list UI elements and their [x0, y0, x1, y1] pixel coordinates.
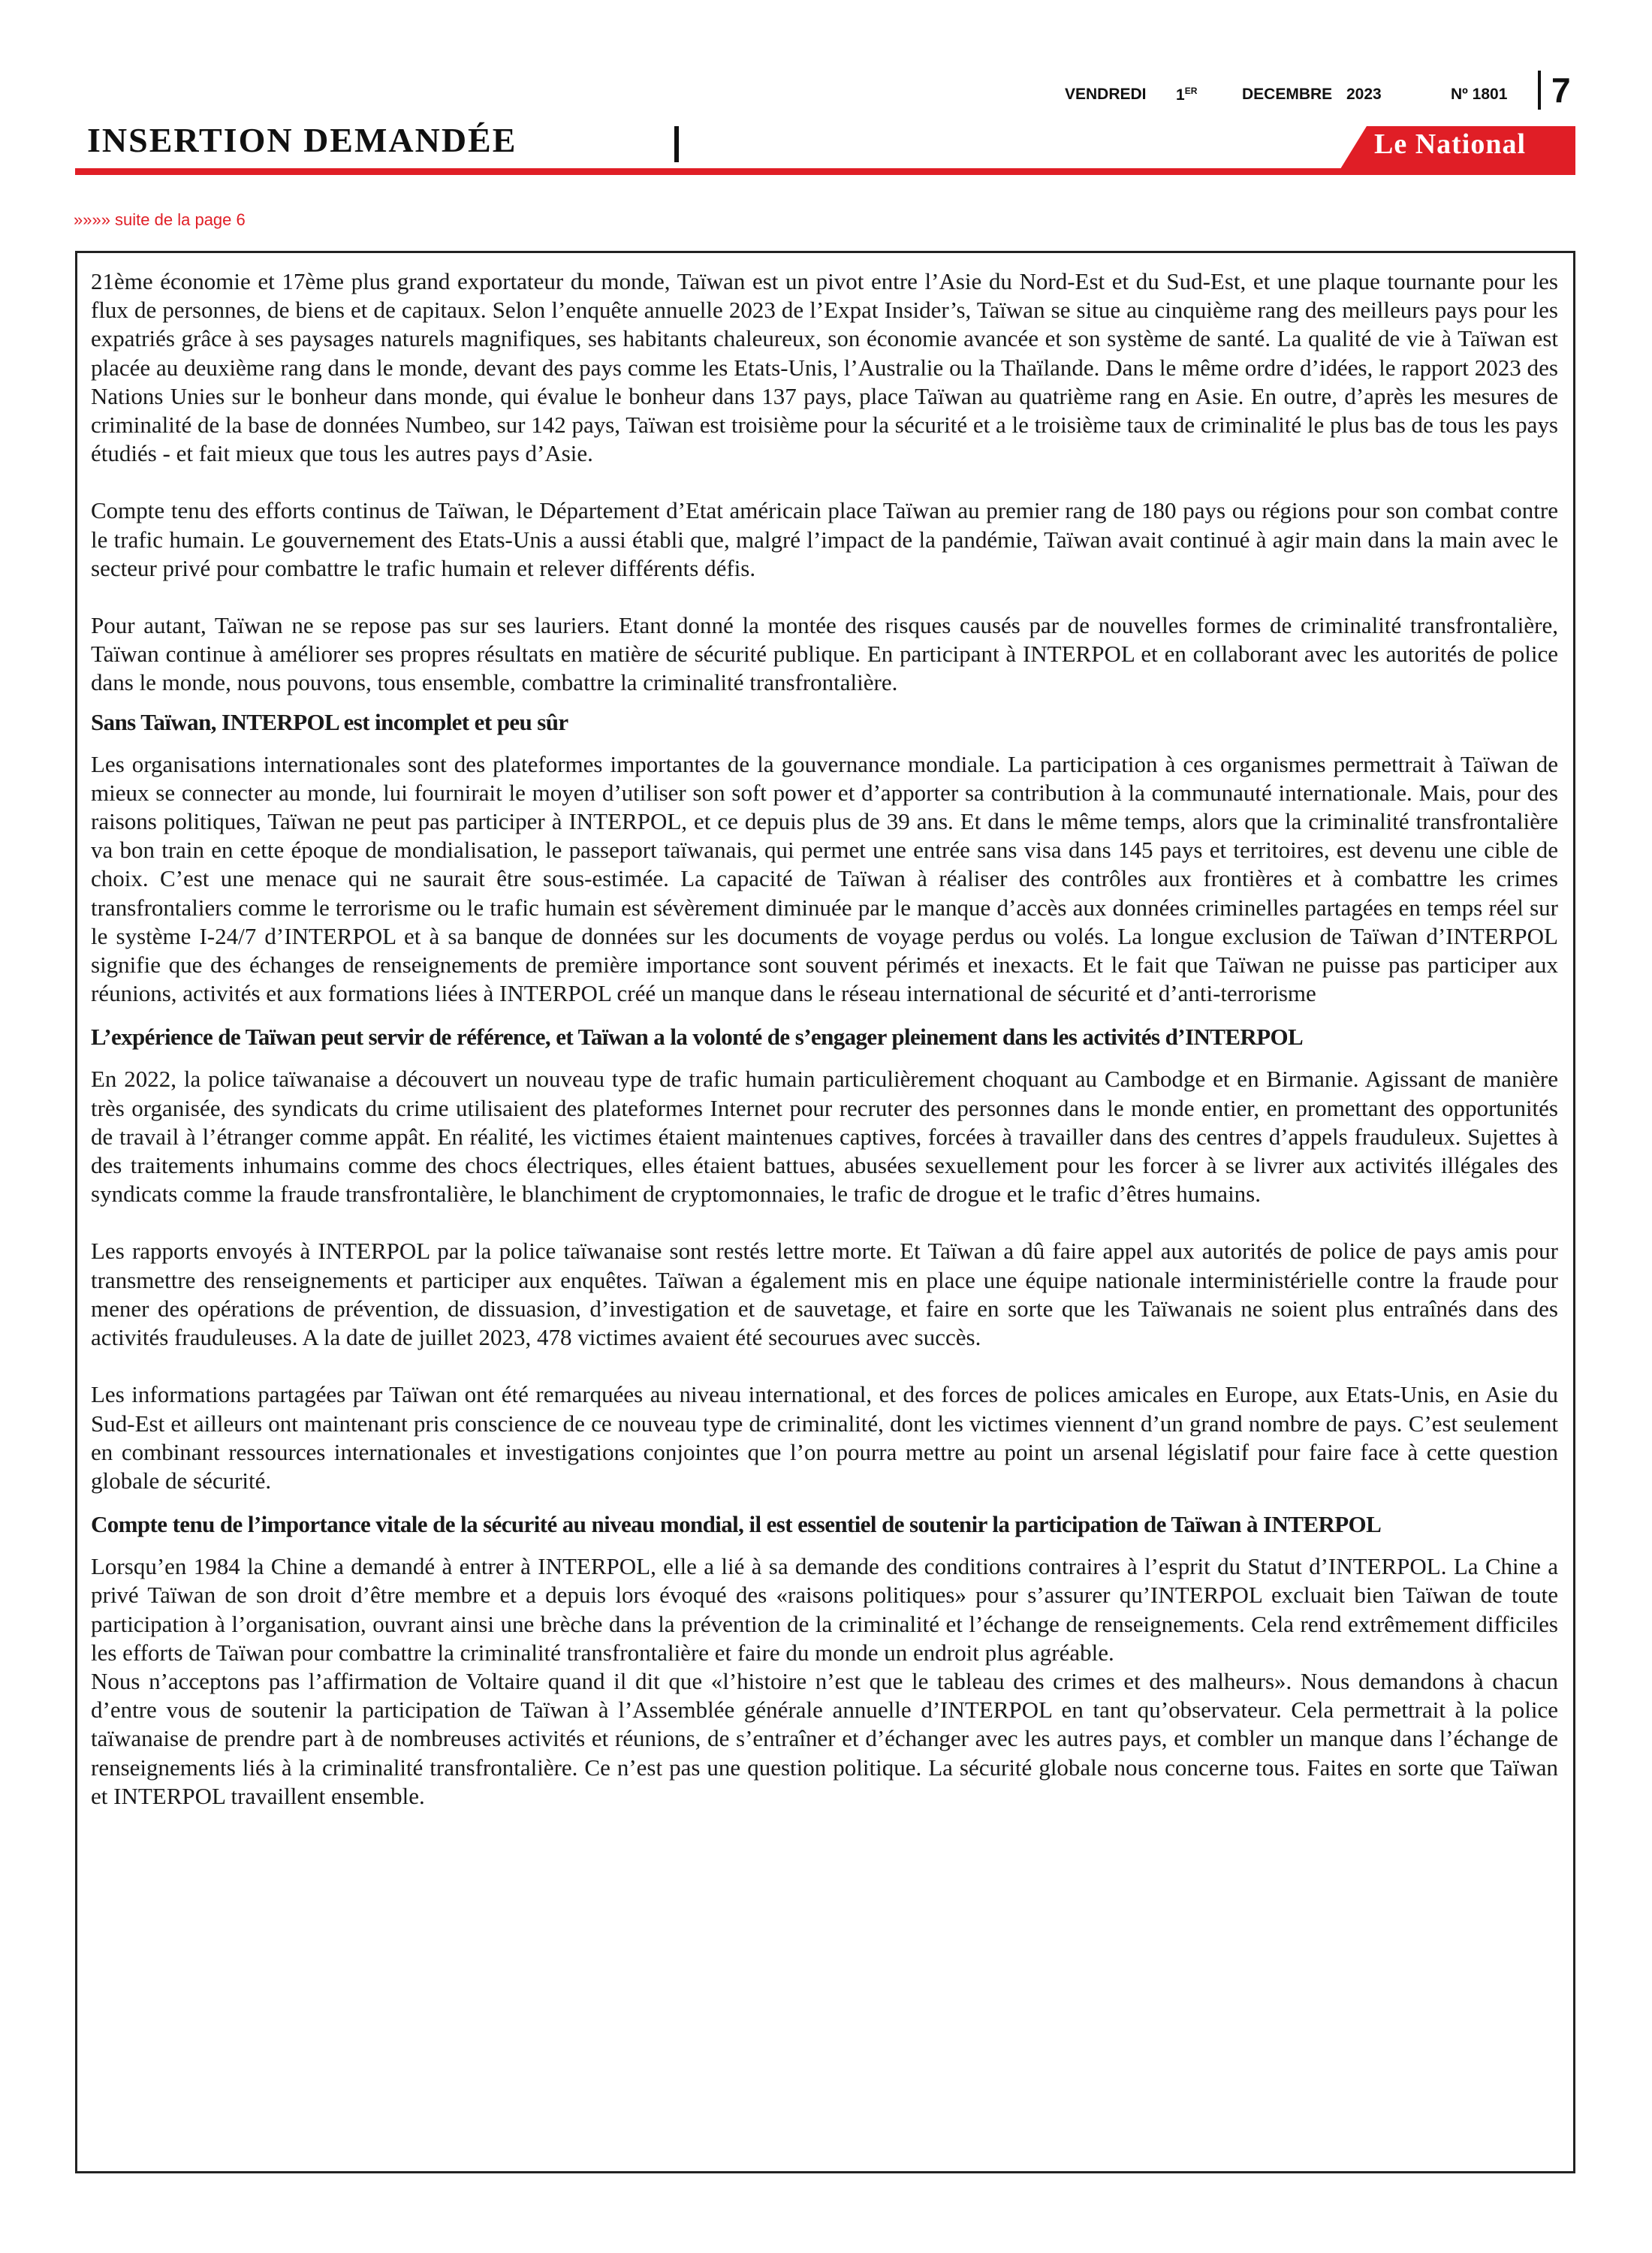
subheading: L’expérience de Taïwan peut servir de référence, et Taïwan a la volonté de s’engager pleinement dans les activités d’INTERPOL	[91, 1024, 1304, 1051]
article-paragraph: Les informations partagées par Taïwan ont été remarquées au niveau international, et des forces de polices amicales en Europe, aux Etats-Unis, en Asie du Sud-Est et ailleurs ont maintenant pris conscience de ce nouveau type de criminalité, dont les victimes viennent d’un grand nombre de pays. C’est seulement en combinant ressources internationales et investigations conjointes que l’on pourra mettre au point un arsenal législatif pour faire face à cette question globale de sécurité.	[91, 1381, 1558, 1494]
header-issue: Nº 1801	[1451, 86, 1508, 103]
article-paragraph: Les rapports envoyés à INTERPOL par la police taïwanaise sont restés lettre morte. Et Taïwan a dû faire appel aux autorités de police de pays amis pour transmettre des renseignements et participer aux enquêtes. Taïwan a également mis en place une équipe nationale interministérielle contre la fraude pour mener des opérations de prévention, de dissuasion, d’investigation et de sauvetage, et faire en sorte que les Taïwanais ne soient plus entraînés dans des activités frauduleuses. A la date de juillet 2023, 478 victimes avaient été secourues avec succès.	[91, 1238, 1558, 1351]
article-paragraph: Les organisations internationales sont des plateformes importantes de la gouvernance mondiale. La participation à ces organismes permettrait à Taïwan de mieux se connecter au monde, lui fournirait le moyen d’utiliser son soft power et d’apporter sa contribution à la communauté internationale. Mais, pour des raisons politiques, Taïwan ne peut pas participer à INTERPOL, et ce depuis plus de 39 ans. Et dans le même temps, alors que la criminalité transfrontalière va bon train en cette époque de mondialisation, le passeport taïwanais, qui permet une entrée sans visa dans 145 pays et territoires, est devenu une cible de choix. C’est une menace qui ne saurait être sous-estimée. La capacité de Taïwan à réaliser des contrôles aux frontières et à combattre les crimes transfrontaliers comme le terrorisme ou le trafic humain est sévèrement diminuée par le manque d’accès aux données criminelles partagées en temps réel sur le système I-24/7 d’INTERPOL et à sa banque de données sur les documents de voyage perdus ou volés. La longue exclusion de Taïwan d’INTERPOL signifie que des échanges de renseignements de première importance sont souvent périmés et inexacts. Et le fait que Taïwan ne puisse pas participer aux réunions, activités et aux formations liées à INTERPOL créé un manque dans le réseau international de sécurité et d’anti-terrorisme	[91, 750, 1558, 1007]
header-day: VENDREDI	[1065, 86, 1147, 103]
header-date	[1176, 86, 1197, 104]
header-month: DECEMBRE	[1242, 86, 1333, 103]
page-number: 7	[1538, 71, 1571, 110]
article-paragraph: Compte tenu des efforts continus de Taïwan, le Département d’Etat américain place Taïwan au premier rang de 180 pays ou régions pour son combat contre le trafic humain. Le gouvernement des Etats-Unis a aussi établi que, malgré l’impact de la pandémie, Taïwan avait continué à agir main dans la main avec le secteur privé pour combattre le trafic humain et relever différents défis.	[91, 497, 1558, 581]
section-title: INSERTION DEMANDÉE	[87, 121, 517, 159]
article-body	[91, 267, 1558, 1811]
header-year: 2023	[1346, 86, 1382, 103]
article-paragraph: 21ème économie et 17ème plus grand exportateur du monde, Taïwan est un pivot entre l’Asie du Nord-Est et du Sud-Est, et une plaque tournante pour les flux de personnes, de biens et de capitaux. Selon l’enquête annuelle 2023 de l’Expat Insider’s, Taïwan se situe au cinquième rang des meilleurs pays pour les expatriés grâce à ses paysages naturels magnifiques, ses habitants chaleureux, son économie avancée et son système de santé. La qualité de vie à Taïwan est placée au deuxième rang dans le monde, devant des pays comme les Etats-Unis, l’Australie ou la Thaïlande. Dans le même ordre d’idées, le rapport 2023 des Nations Unies sur le bonheur dans monde, qui évalue le bonheur dans 137 pays, place Taïwan au quatrième rang en Asie. En outre, d’après les mesures de criminalité de la base de données Numbeo, sur 142 pays, Taïwan est troisième pour la sécurité et a le troisième taux de criminalité le plus bas de tous les pays étudiés - et fait mieux que tous les autres pays d’Asie.	[91, 268, 1558, 467]
article-paragraph: En 2022, la police taïwanaise a découvert un nouveau type de trafic humain particulièrement choquant au Cambodge et en Birmanie. Agissant de manière très organisée, des syndicats du crime utilisaient des plateformes Internet pour recruter des personnes dans le monde entier, en promettant des opportunités de travail à l’étranger comme appât. En réalité, les victimes étaient maintenues captives, forcées à travailler dans des centres d’appels frauduleux. Sujettes à des traitements inhumains comme des chocs électriques, elles étaient battues, abusées sexuellement pour les forcer à se livrer aux activités illégales des syndicats comme la fraude transfrontalière, le blanchiment de cryptomonnaies, le trafic de drogue et le trafic d’êtres humains.	[91, 1066, 1558, 1208]
article-paragraph: Pour autant, Taïwan ne se repose pas sur ses lauriers. Etant donné la montée des risques causés par de nouvelles formes de criminalité transfrontalière, Taïwan continue à améliorer ses propres résultats en matière de sécurité publique. En participant à INTERPOL et en collaborant avec les autorités de police dans le monde, nous pouvons, tous ensemble, combattre la criminalité transfrontalière.	[91, 612, 1558, 696]
article-paragraph: Lorsqu’en 1984 la Chine a demandé à entrer à INTERPOL, elle a lié à sa demande des conditions contraires à l’esprit du Statut d’INTERPOL. La Chine a privé Taïwan de son droit d’être membre et a depuis lors évoqué des «raisons politiques» pour s’assurer qu’INTERPOL excluait bien Taïwan de toute participation à l’organisation, ouvrant ainsi une brèche dans la prévention de la criminalité et l’échange de renseignements. Cela rend extrêmement difficiles les efforts de Taïwan pour combattre la criminalité transfrontalière et faire du monde un endroit plus agréable.	[91, 1553, 1558, 1666]
header-dateline	[1065, 86, 1560, 116]
brand-name: Le National	[1374, 128, 1527, 160]
header-date-sup: ER	[1184, 86, 1198, 96]
title-divider	[674, 126, 679, 162]
header-date-num: 1	[1176, 86, 1185, 104]
subheading: Compte tenu de l’importance vitale de la sécurité au niveau mondial, il est essentiel de soutenir la participation de Taïwan à INTERPOL	[91, 1511, 1382, 1538]
continued-from-link[interactable]: »»»» suite de la page 6	[74, 210, 246, 229]
article-paragraph: Nous n’acceptons pas l’affirmation de Voltaire quand il dit que «l’histoire n’est que le tableau des crimes et des malheurs». Nous demandons à chacun d’entre vous de soutenir la participation de Taïwan à l’Assemblée générale annuelle d’INTERPOL en tant qu’observateur. Cela permettrait à la police taïwanaise de prendre part à de nombreuses activités et réunions, de s’entraîner et d’échanger avec les autres pays, et combler un manque dans l’échange de renseignements liés à la criminalité transfrontalière. Ce n’est pas une question politique. La sécurité globale nous concerne tous. Faites en sorte que Taïwan et INTERPOL travaillent ensemble.	[91, 1667, 1558, 1809]
subheading: Sans Taïwan, INTERPOL est incomplet et peu sûr	[91, 708, 568, 735]
